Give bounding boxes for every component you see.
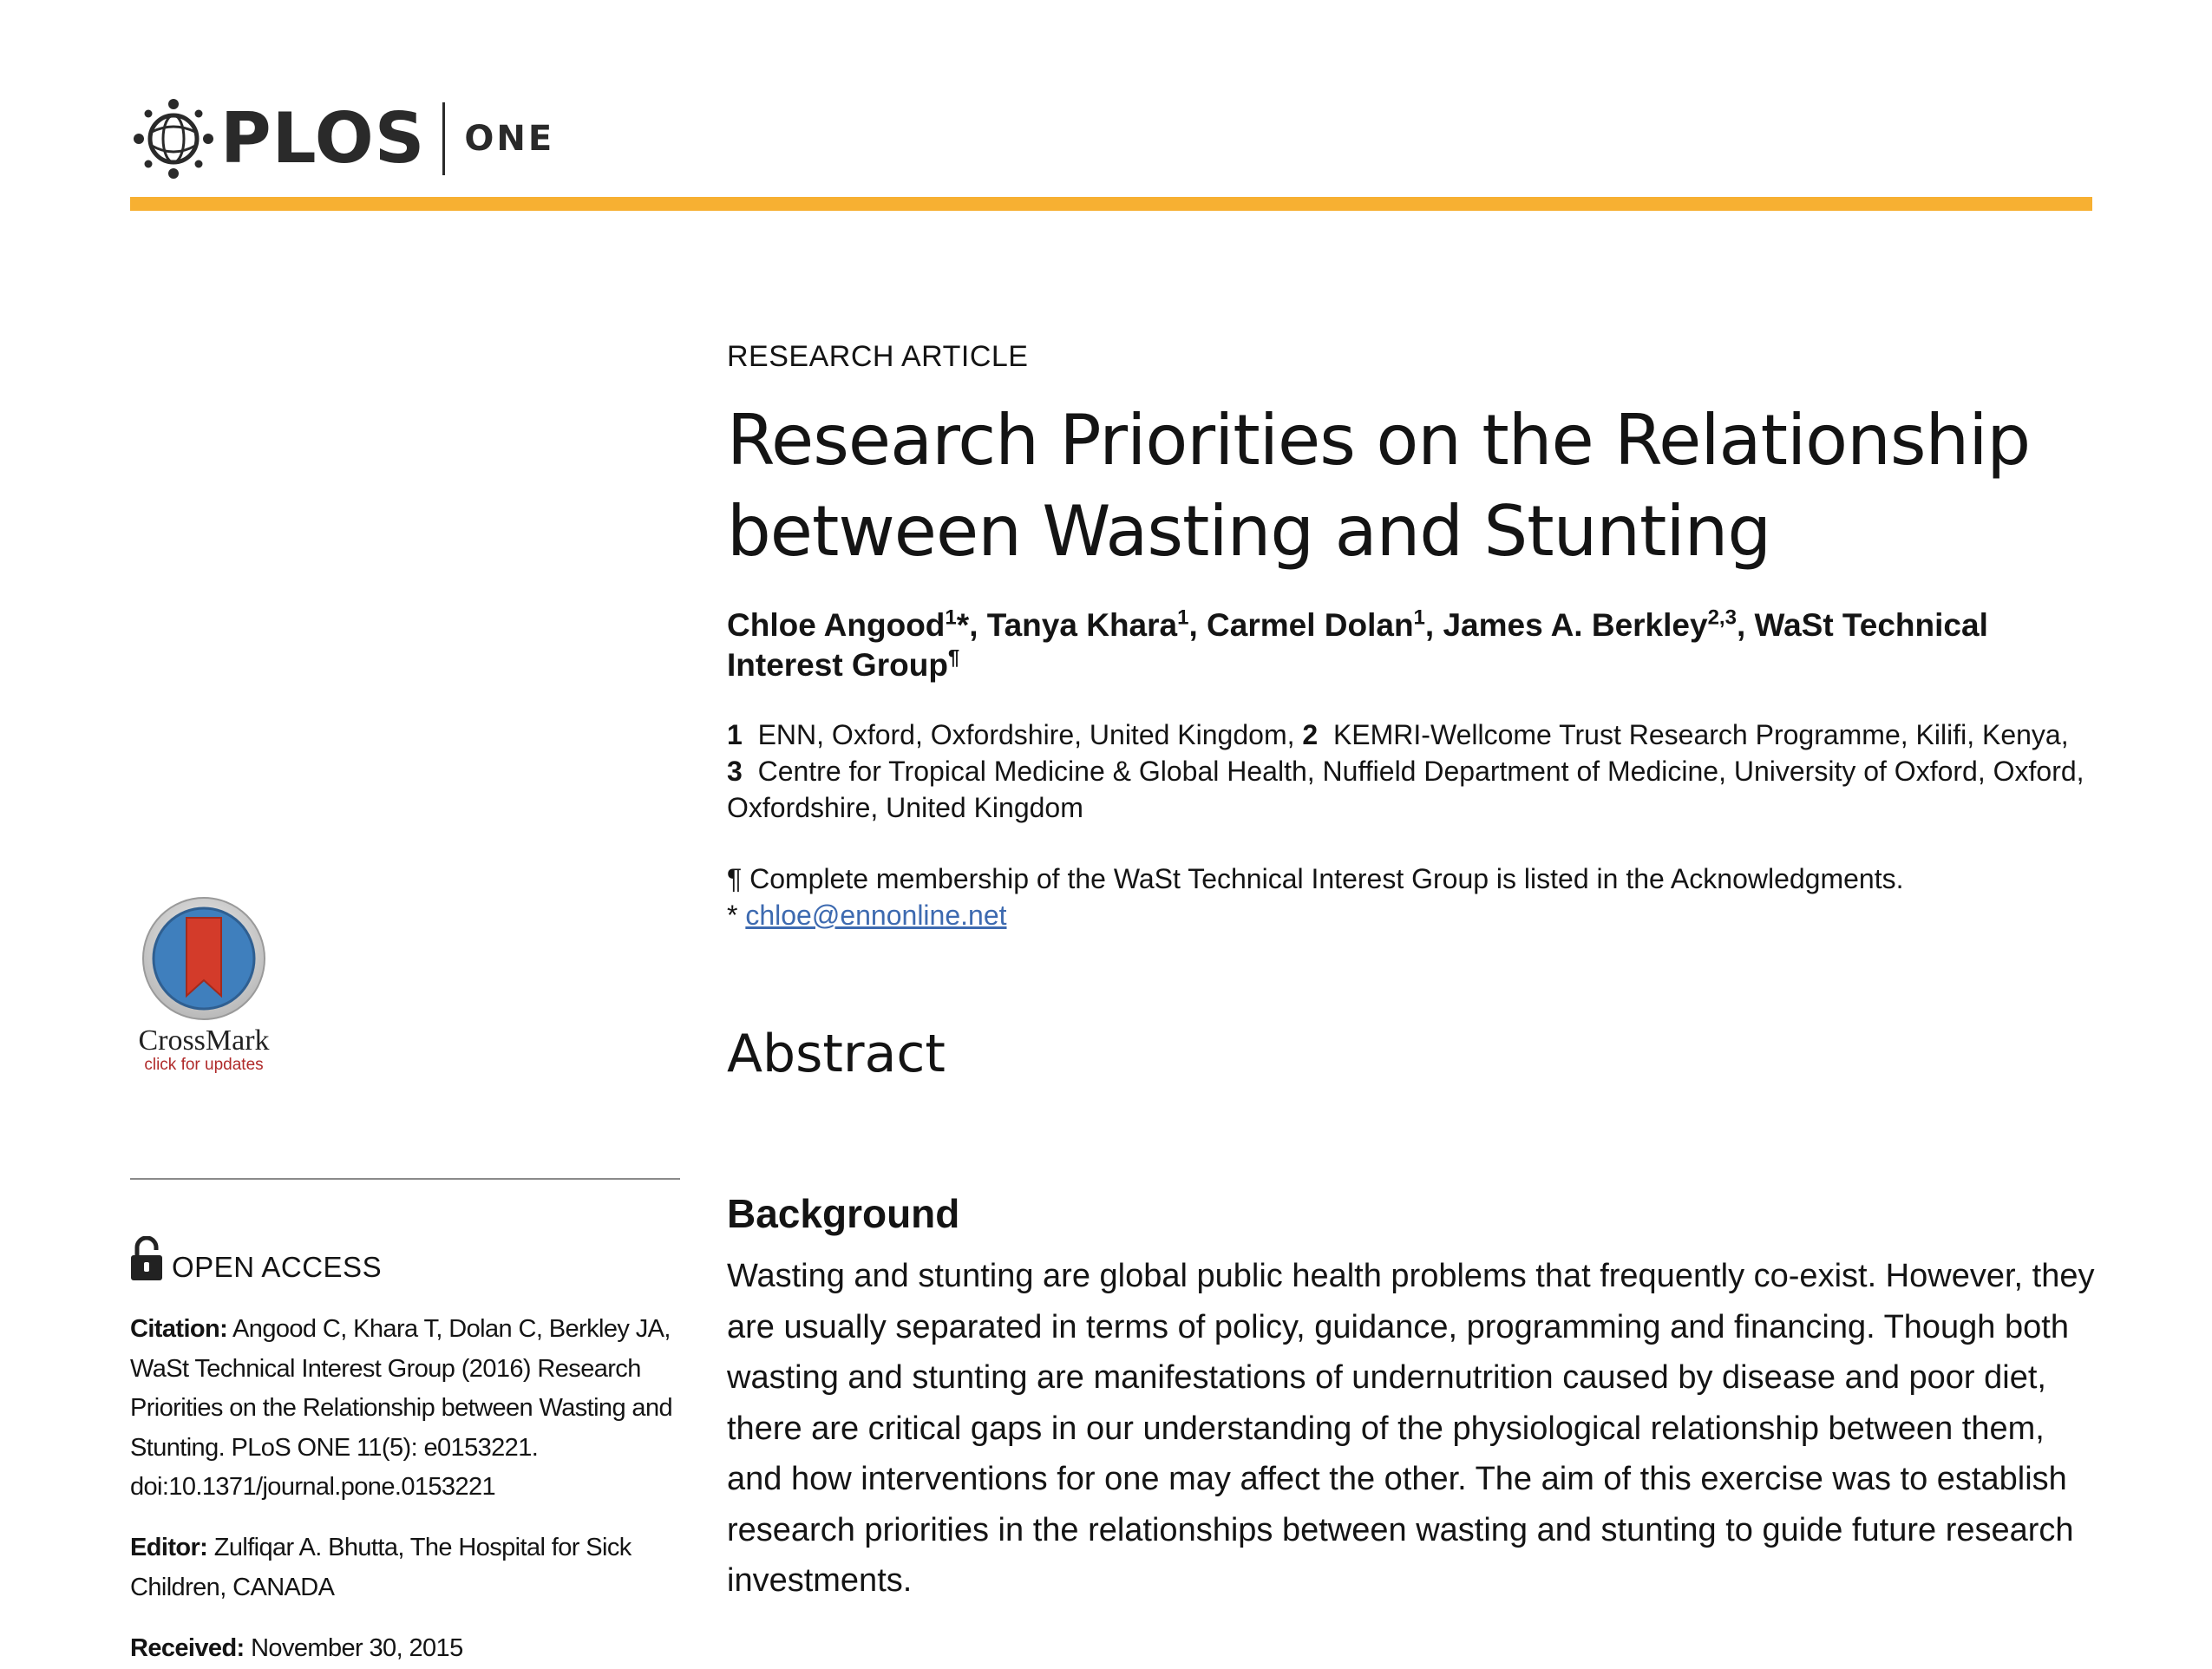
background-text: Wasting and stunting are global public health problems that frequently co-exist. However, they are usually separated in terms of policy, guidance, programming and financing. Though both wasting and stunting are manifestations of undernutrition caused by disease and poor diet, there are critical gaps in our understanding of the physiological relationship between them, and how interventions for one may affect the other. The aim of this exercise was to establish research priorities in the relationships between wasting and stunting to guide future research investments. [727,1258,2095,1599]
crossmark-subtitle: click for updates [144,1056,264,1074]
affiliation-text: Centre for Tropical Medicine & Global Health, Nuffield Department of Medicine, University of Oxford, Oxford, Oxfordshire, United Kingdom [727,756,2084,823]
email-prefix: * [727,900,746,931]
email-link[interactable]: chloe@ennonline.net [745,900,1007,931]
crossmark-title: CrossMark [138,1024,270,1057]
open-access-text: OPEN ACCESS [172,1251,383,1283]
citation-label: Citation: [130,1315,228,1343]
title-line-1: Research Priorities on the Relationship [727,400,2031,481]
logo-word: PLOS [220,98,426,179]
editor-text: Zulfiqar A. Bhutta, The Hospital for Sick Children, CANADA [130,1534,632,1601]
author-name: Carmel Dolan [1207,607,1414,643]
abstract-heading: Abstract [727,1024,946,1084]
article-title [727,395,2092,577]
affiliation-number: 2 [1302,719,1319,750]
editor-info [130,1528,680,1607]
plos-one-logo[interactable] [130,95,554,182]
author-name: WaSt Technical Interest Group [727,607,1988,683]
header-rule [130,197,2092,211]
title-line-2: between Wasting and Stunting [727,491,1771,572]
author-affiliation-sup: 2,3 [1707,605,1737,630]
received-label: Received: [130,1634,245,1662]
affiliation-text: ENN, Oxford, Oxfordshire, United Kingdom, [757,719,1295,750]
background-heading: Background [727,1191,960,1236]
author-name: Tanya Khara [986,607,1178,643]
author-list: Chloe Angood$^1$*, Tanya Khara$^1$, Carmel Dolan$^1$, James A. Berkley$^{2,3}$, WaSt Technical Interest Group¶ [727,605,1988,683]
received-text: November 30, 2015 [251,1634,463,1662]
author-name: Chloe Angood [727,607,946,643]
corresponding-mark: * [956,607,970,643]
received-date [130,1629,680,1669]
logo-journal: ONE [464,119,555,159]
author-name: James A. Berkley [1443,607,1708,643]
plos-globe-icon [130,95,217,182]
open-lock-icon [130,1236,163,1281]
citation-text: Angood C, Khara T, Dolan C, Berkley JA, WaSt Technical Interest Group (2016) Research Priorities on the Relationship between Wasting and Stunting. PLoS ONE 11(5): e0153221. doi:10.1371/journal.pone.0153221 [130,1315,673,1501]
editor-label: Editor: [130,1534,208,1561]
crossmark-badge[interactable] [130,893,278,1074]
author-affiliation-sup: 1 [1177,605,1189,630]
article-type: RESEARCH ARTICLE [727,340,1029,373]
correspondence-email [727,897,2092,933]
membership-note: ¶ Complete membership of the WaSt Technical Interest Group is listed in the Acknowledgments. [727,863,1904,894]
sidebar-rule [130,1178,680,1180]
author-affiliation-sup: 1 [1413,605,1425,630]
affiliation-text: KEMRI-Wellcome Trust Research Programme, Kilifi, Kenya, [1332,719,2069,750]
affiliation-number: 3 [727,756,743,787]
logo-divider [442,102,445,175]
author-affiliation-sup: 1 [945,605,957,630]
open-access-label [130,1236,382,1281]
author-affiliation-sup: ¶ [947,645,960,670]
crossmark-bookmark-icon [139,893,269,1024]
citation [130,1310,680,1508]
affiliation-number: 1 [727,719,743,750]
affiliations [727,717,2092,826]
